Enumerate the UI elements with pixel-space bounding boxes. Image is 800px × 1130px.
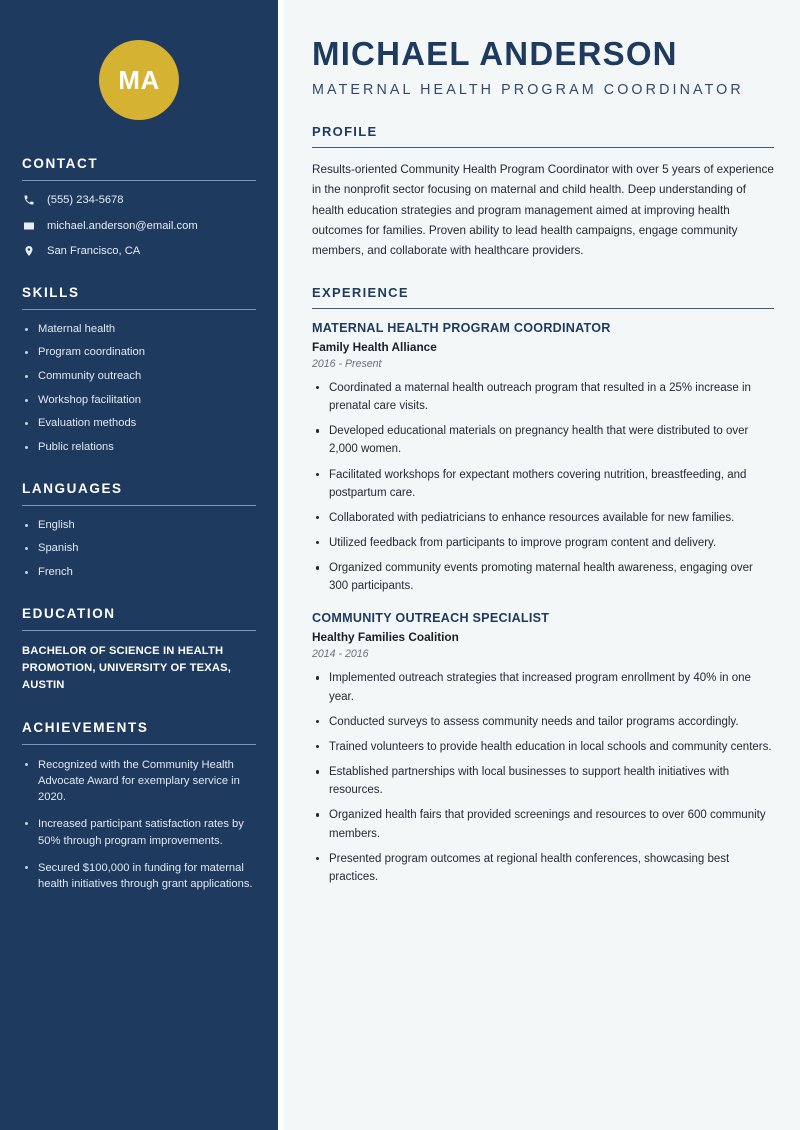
experience-company: Family Health Alliance	[312, 339, 437, 354]
list-item: Increased participant satisfaction rates by 50% through program improvements.	[22, 816, 256, 848]
list-item: Developed educational materials on pregnancy health that were distributed to over 2,000 women.	[312, 422, 774, 458]
experience-entry	[312, 611, 774, 886]
location-pin-icon	[22, 245, 36, 257]
languages-list	[22, 518, 256, 580]
list-item: Maternal health	[22, 322, 256, 337]
contact-item-email	[22, 219, 256, 234]
list-item: Presented program outcomes at regional health conferences, showcasing best practices.	[312, 850, 774, 886]
experience-dates: 2016 - Present	[312, 357, 382, 370]
languages-heading: LANGUAGES	[22, 480, 123, 496]
achievements-divider	[22, 744, 256, 745]
achievements-section	[22, 720, 256, 893]
list-item: Coordinated a maternal health outreach program that resulted in a 25% increase in prenatal care visits.	[312, 379, 774, 415]
contact-section	[22, 156, 256, 259]
contact-item-location	[22, 244, 256, 259]
list-item: Implemented outreach strategies that increased program enrollment by 40% in one year.	[312, 669, 774, 705]
list-item: English	[22, 518, 256, 533]
list-item: Program coordination	[22, 345, 256, 360]
experience-job-title: COMMUNITY OUTREACH SPECIALIST	[312, 611, 550, 626]
list-item: Public relations	[22, 440, 256, 455]
contact-divider	[22, 180, 256, 181]
experience-heading: EXPERIENCE	[312, 284, 409, 300]
languages-divider	[22, 505, 256, 506]
experience-company: Healthy Families Coalition	[312, 630, 459, 645]
list-item: Organized community events promoting maternal health awareness, engaging over 300 participants.	[312, 559, 774, 595]
list-item: Community outreach	[22, 369, 256, 384]
list-item: Established partnerships with local businesses to support health initiatives with resources.	[312, 763, 774, 799]
sidebar	[0, 0, 278, 1130]
avatar-container	[22, 0, 256, 156]
education-divider	[22, 630, 256, 631]
list-item: Trained volunteers to provide health education in local schools and community centers.	[312, 738, 774, 756]
experience-section	[312, 285, 774, 886]
education-section	[22, 606, 256, 693]
experience-job-title: MATERNAL HEALTH PROGRAM COORDINATOR	[312, 320, 611, 335]
list-item: Organized health fairs that provided screenings and resources to over 600 community members.	[312, 806, 774, 842]
main-content	[284, 0, 800, 1130]
list-item: Workshop facilitation	[22, 393, 256, 408]
achievements-list	[22, 757, 256, 893]
avatar-initials: MA	[99, 40, 179, 120]
header-subtitle: MATERNAL HEALTH PROGRAM COORDINATOR	[312, 82, 744, 99]
contact-item-phone	[22, 193, 256, 208]
list-item: French	[22, 565, 256, 580]
contact-phone-value: (555) 234-5678	[47, 194, 124, 206]
list-item: Recognized with the Community Health Advocate Award for exemplary service in 2020.	[22, 757, 256, 806]
list-item: Utilized feedback from participants to improve program content and delivery.	[312, 534, 774, 552]
list-item: Secured $100,000 in funding for maternal health initiatives through grant applications.	[22, 860, 256, 892]
list-item: Collaborated with pediatricians to enhance resources available for new families.	[312, 509, 774, 527]
skills-section	[22, 285, 256, 455]
education-entry: BACHELOR OF SCIENCE IN HEALTH PROMOTION, UNIVERSITY OF TEXAS, AUSTIN	[22, 645, 231, 691]
contact-location-value: San Francisco, CA	[47, 245, 141, 258]
list-item: Evaluation methods	[22, 416, 256, 431]
achievements-heading: ACHIEVEMENTS	[22, 719, 149, 735]
skills-list	[22, 322, 256, 455]
contact-heading: CONTACT	[22, 156, 99, 171]
profile-divider	[312, 147, 774, 148]
page-title: MICHAEL ANDERSON	[312, 35, 678, 72]
languages-section	[22, 481, 256, 580]
education-heading: EDUCATION	[22, 606, 116, 622]
profile-text: Results-oriented Community Health Program Coordinator with over 5 years of experience in the nonprofit sector focusing on maternal and child health. Deep understanding of health education strategies and program management aimed at improving health outcomes for families. Proven ability to lead health campaigns, engage community members, and collaborate with healthcare providers.	[312, 163, 774, 257]
profile-section	[312, 124, 774, 261]
list-item: Conducted surveys to assess community needs and tailor programs accordingly.	[312, 713, 774, 731]
skills-divider	[22, 309, 256, 310]
experience-divider	[312, 308, 774, 309]
skills-heading: SKILLS	[22, 284, 80, 300]
phone-icon	[22, 194, 36, 206]
experience-dates: 2014 - 2016	[312, 648, 369, 661]
experience-bullet-list	[312, 379, 774, 596]
list-item: Facilitated workshops for expectant mothers covering nutrition, breastfeeding, and postpartum care.	[312, 466, 774, 502]
experience-bullet-list	[312, 669, 774, 886]
list-item: Spanish	[22, 541, 256, 556]
contact-email-value: michael.anderson@email.com	[47, 219, 198, 232]
experience-entry	[312, 321, 774, 596]
profile-heading: PROFILE	[312, 124, 378, 140]
envelope-icon	[22, 220, 36, 232]
